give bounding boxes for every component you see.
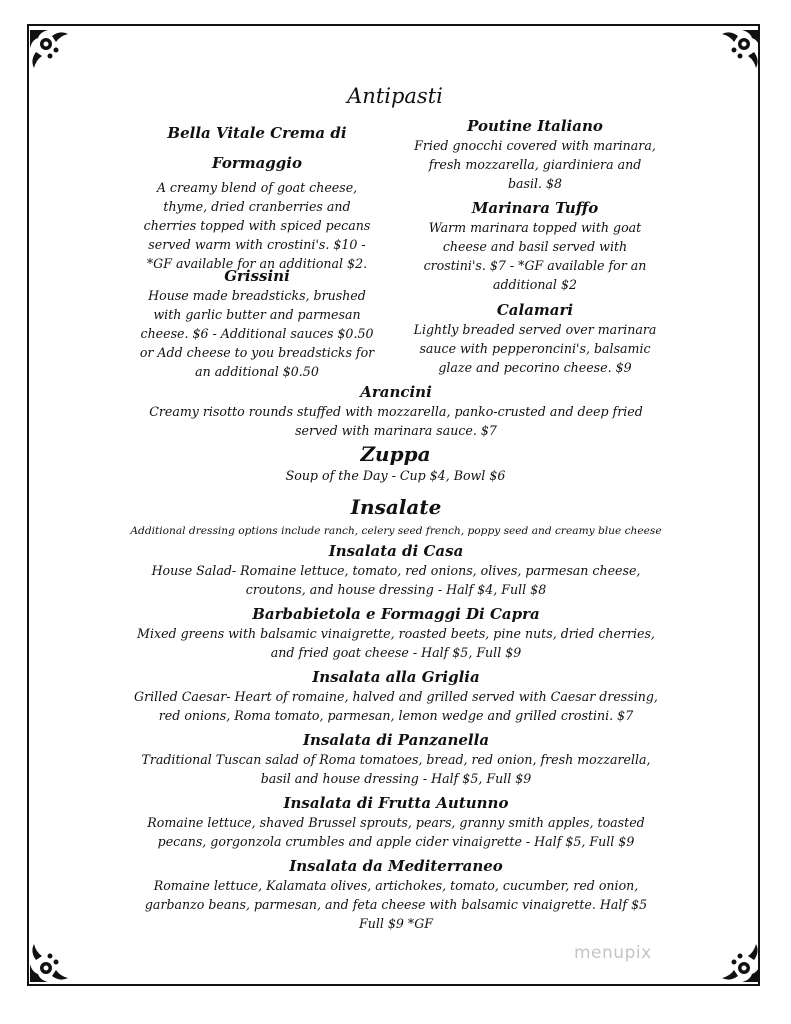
item-name: Poutine Italiano bbox=[467, 117, 603, 135]
item-name: Grissini bbox=[224, 267, 290, 285]
corner-flourish-icon bbox=[26, 26, 78, 78]
item-name: Arancini bbox=[360, 383, 432, 401]
item-name: Marinara Tuffo bbox=[471, 199, 599, 217]
menu-item bbox=[412, 198, 658, 294]
section-title-zuppa: Zuppa bbox=[360, 442, 431, 466]
corner-flourish-icon bbox=[712, 934, 764, 986]
item-description: Romaine lettuce, Kalamata olives, artichokes, tomato, cucumber, red onion, garbanzo beans, parmesan, and feta cheese with balsamic vinaigrette. Half $5 Full $9 *GF bbox=[144, 878, 648, 931]
item-name: Insalata di Panzanella bbox=[302, 731, 490, 749]
menu-item bbox=[132, 382, 660, 440]
item-name: Barbabietola e Formaggi Di Capra bbox=[252, 605, 540, 623]
item-description: Mixed greens with balsamic vinaigrette, roasted beets, pine nuts, dried cherries, and fried goat cheese - Half $5, Full $9 bbox=[137, 626, 655, 660]
section-zuppa bbox=[200, 442, 591, 485]
item-description: Warm marinara topped with goat cheese and basil served with crostini's. $7 - *GF available for an additional $2 bbox=[423, 220, 647, 292]
watermark: menupix bbox=[574, 943, 652, 963]
corner-flourish-icon bbox=[26, 934, 78, 986]
menu-item bbox=[138, 118, 376, 273]
section-title-antipasti: Antipasti bbox=[347, 84, 443, 108]
item-description: House Salad- Romaine lettuce, tomato, red onions, olives, parmesan cheese, croutons, and house dressing - Half $4, Full $8 bbox=[151, 563, 641, 597]
corner-flourish-icon bbox=[712, 26, 764, 78]
dressing-note: Additional dressing options include ranch, celery seed french, poppy seed and creamy blue cheese bbox=[130, 525, 662, 537]
item-description: Grilled Caesar- Heart of romaine, halved and grilled served with Caesar dressing, red onions, Roma tomato, parmesan, lemon wedge and grilled crostini. $7 bbox=[134, 689, 658, 723]
menu-item bbox=[132, 541, 660, 599]
item-name: Bella Vitale Crema di Formaggio bbox=[167, 124, 347, 172]
item-description: A creamy blend of goat cheese, thyme, dried cranberries and cherries topped with spiced pecans served warm with crostini's. $10 - *GF available for an additional $2. bbox=[143, 180, 371, 271]
section-insalate bbox=[120, 494, 672, 538]
item-name: Insalata alla Griglia bbox=[312, 668, 480, 686]
item-name: Insalata da Mediterraneo bbox=[289, 857, 503, 875]
item-description: Soup of the Day - Cup $4, Bowl $6 bbox=[285, 468, 506, 483]
item-description: House made breadsticks, brushed with garlic butter and parmesan cheese. $6 - Additional sauces $0.50 or Add cheese to you breadsticks for an additional $0.50 bbox=[139, 288, 375, 379]
item-name: Insalata di Frutta Autunno bbox=[283, 794, 509, 812]
menu-item bbox=[412, 116, 658, 193]
item-description: Romaine lettuce, shaved Brussel sprouts, pears, granny smith apples, toasted pecans, gorgonzola crumbles and apple cider vinaigrette - Half $5, Full $9 bbox=[147, 815, 645, 849]
menu-item bbox=[132, 667, 660, 725]
item-name: Insalata di Casa bbox=[328, 542, 464, 560]
menu-item bbox=[132, 604, 660, 662]
section-title-insalate: Insalate bbox=[350, 495, 442, 519]
item-description: Lightly breaded served over marinara sauce with pepperoncini's, balsamic glaze and pecorino cheese. $9 bbox=[413, 322, 657, 375]
item-description: Creamy risotto rounds stuffed with mozzarella, panko-crusted and deep fried served with marinara sauce. $7 bbox=[149, 404, 643, 438]
menu-item bbox=[412, 300, 658, 377]
menu-item bbox=[132, 856, 660, 933]
menu-item bbox=[138, 266, 376, 381]
menu-item bbox=[132, 730, 660, 788]
item-description: Traditional Tuscan salad of Roma tomatoes, bread, red onion, fresh mozzarella, basil and house dressing - Half $5, Full $9 bbox=[141, 752, 651, 786]
menu-item bbox=[132, 793, 660, 851]
item-name: Calamari bbox=[496, 301, 574, 319]
item-description: Fried gnocchi covered with marinara, fresh mozzarella, giardiniera and basil. $8 bbox=[414, 138, 656, 191]
